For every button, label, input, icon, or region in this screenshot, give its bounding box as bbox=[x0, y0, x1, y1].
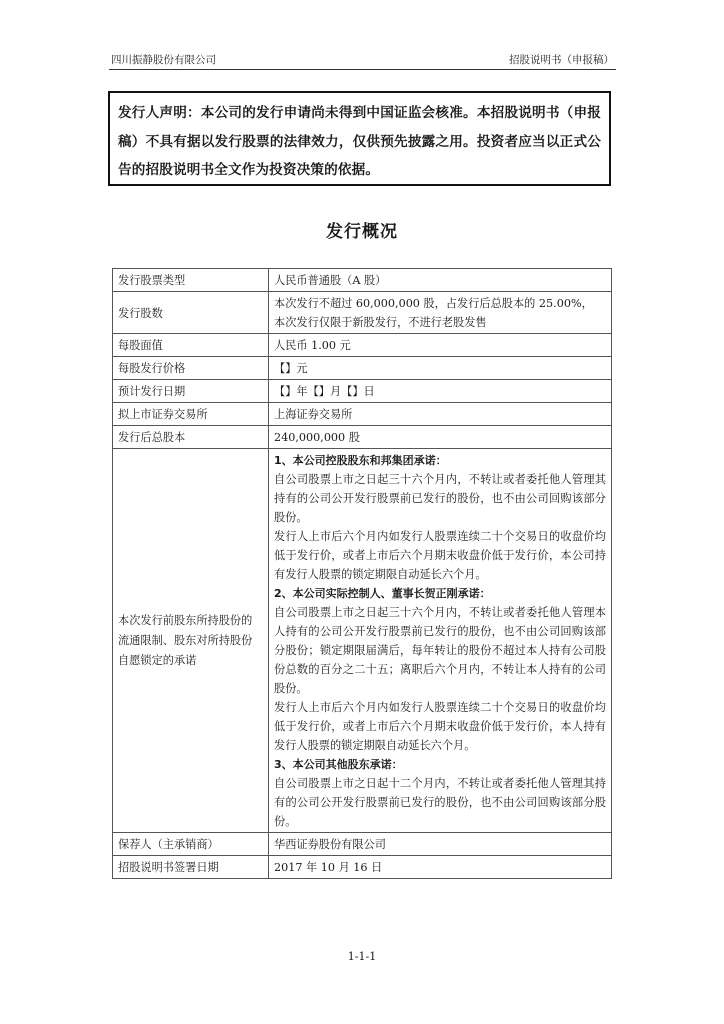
issuer-statement-text: 发行人声明：本公司的发行申请尚未得到中国证监会核准。本招股说明书（申报稿）不具有据以发行股票的法律效力，仅供预先披露之用。投资者应当以正式公告的招股说明书全文作为投资决策的依据。 bbox=[118, 105, 601, 178]
par-value-label: 每股面值 bbox=[113, 334, 269, 357]
stock-type-label: 发行股票类型 bbox=[113, 269, 269, 292]
table-row bbox=[113, 449, 612, 833]
lockup-label: 本次发行前股东所持股份的流通限制、股东对所持股份自愿锁定的承诺 bbox=[113, 449, 269, 833]
lockup-section-heading: 1、本公司控股股东和邦集团承诺： bbox=[274, 454, 447, 467]
issue-price-label: 每股发行价格 bbox=[113, 357, 269, 380]
offering-overview-table bbox=[112, 268, 612, 879]
lockup-paragraph: 自公司股票上市之日起十二个月内，不转让或者委托他人管理其持有的公司公开发行股票前已发行的股份，也不由公司回购该部分股份。 bbox=[274, 777, 606, 828]
table-row bbox=[113, 380, 612, 403]
share-count-line: 本次发行不超过 60,000,000 股，占发行后总股本的 25.00%， bbox=[274, 297, 593, 310]
page-header bbox=[109, 52, 616, 70]
lockup-paragraph: 发行人上市后六个月内如发行人股票连续二十个交易日的收盘价均低于发行价，或者上市后六个月期末收盘价低于发行价，本公司持有发行人股票的锁定期限自动延长六个月。 bbox=[274, 530, 606, 581]
sign-date-value: 2017 年 10 月 16 日 bbox=[269, 856, 612, 879]
table-row bbox=[113, 833, 612, 856]
table-row bbox=[113, 334, 612, 357]
exchange-value: 上海证券交易所 bbox=[269, 403, 612, 426]
total-shares-value: 240,000,000 股 bbox=[269, 426, 612, 449]
total-shares-label: 发行后总股本 bbox=[113, 426, 269, 449]
table-row bbox=[113, 856, 612, 879]
page-number: 1-1-1 bbox=[347, 950, 377, 963]
page-title: 发行概况 bbox=[326, 222, 398, 242]
header-doc-name: 招股说明书（申报稿） bbox=[509, 54, 614, 66]
header-company: 四川振静股份有限公司 bbox=[111, 54, 216, 66]
sign-date-label: 招股说明书签署日期 bbox=[113, 856, 269, 879]
issue-price-value: 【】元 bbox=[269, 357, 612, 380]
lockup-section-heading: 3、本公司其他股东承诺： bbox=[274, 758, 403, 771]
sponsor-label: 保荐人（主承销商） bbox=[113, 833, 269, 856]
issue-date-label: 预计发行日期 bbox=[113, 380, 269, 403]
issue-date-value: 【】年【】月【】日 bbox=[269, 380, 612, 403]
share-count-line: 本次发行仅限于新股发行，不进行老股发售 bbox=[274, 316, 487, 329]
lockup-paragraph: 自公司股票上市之日起三十六个月内，不转让或者委托他人管理本人持有的公司公开发行股票前已发行的股份，也不由公司回购该部分股份；锁定期限届满后，每年转让的股份不超过本人持有公司股份总数的百分之二十五；离职后六个月内，不转让本人持有的公司股份。 bbox=[274, 606, 606, 695]
par-value-value: 人民币 1.00 元 bbox=[269, 334, 612, 357]
sponsor-value: 华西证券股份有限公司 bbox=[269, 833, 612, 856]
exchange-label: 拟上市证券交易所 bbox=[113, 403, 269, 426]
table-row bbox=[113, 357, 612, 380]
share-count-value bbox=[269, 292, 612, 334]
lockup-value bbox=[269, 449, 612, 833]
issuer-statement-box bbox=[108, 91, 611, 186]
table-row bbox=[113, 426, 612, 449]
share-count-label: 发行股数 bbox=[113, 292, 269, 334]
lockup-paragraph: 自公司股票上市之日起三十六个月内，不转让或者委托他人管理其持有的公司公开发行股票前已发行的股份，也不由公司回购该部分股份。 bbox=[274, 473, 606, 524]
table-row bbox=[113, 403, 612, 426]
table-row bbox=[113, 292, 612, 334]
lockup-paragraph: 发行人上市后六个月内如发行人股票连续二十个交易日的收盘价均低于发行价，或者上市后六个月期末收盘价低于发行价，本人持有发行人股票的锁定期限自动延长六个月。 bbox=[274, 701, 606, 752]
table-row bbox=[113, 269, 612, 292]
stock-type-value: 人民币普通股（A 股） bbox=[269, 269, 612, 292]
lockup-section-heading: 2、本公司实际控制人、董事长贺正刚承诺： bbox=[274, 587, 491, 600]
